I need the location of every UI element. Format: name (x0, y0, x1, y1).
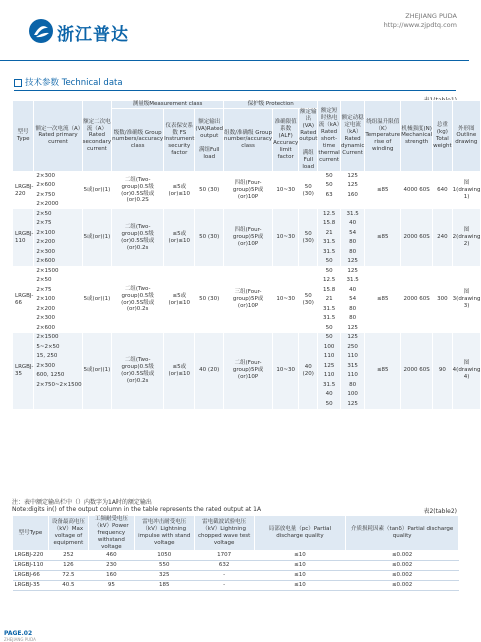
thermal-current-cell: 31.5 (318, 314, 340, 324)
value-cell: 325 (134, 571, 194, 581)
primary-current-cell: 2×100 (34, 228, 82, 238)
t2-header-chopped: 雷电截波试验电压（kV）Lightning chopped wave test voltage (194, 516, 254, 551)
thermal-current-cell: 110 (318, 352, 340, 362)
table-row (13, 561, 459, 571)
temperature-rise-cell: ≤85 (365, 171, 401, 209)
primary-current-cell: 2×300 (34, 247, 82, 257)
alf-cell: 10~30 (273, 266, 299, 333)
model-cell: LRGBJ-66 (13, 571, 49, 581)
dynamic-current-cell: 315 (340, 361, 365, 371)
primary-current-cell: 2×600 (34, 181, 82, 191)
model-cell: LRGBJ-220 (13, 551, 49, 561)
section-title (14, 76, 123, 88)
section-divider (14, 90, 456, 91)
security-factor-cell: ≤5或(or)≤10 (164, 171, 195, 209)
page-number: PAGE.02 (4, 630, 33, 637)
dynamic-current-cell: 80 (340, 238, 365, 248)
company-logo-icon (28, 18, 54, 44)
protection-accuracy-cell: 三组(Four-group)5P或(or)10P (223, 266, 272, 333)
thermal-current-cell: 125 (318, 361, 340, 371)
thermal-current-cell: 12.5 (318, 209, 340, 219)
primary-current-cell: 15, 250 (34, 352, 82, 362)
primary-current-cell: 2×300 (34, 361, 82, 371)
dynamic-current-cell: 125 (340, 333, 365, 343)
table-row (13, 581, 459, 591)
protection-accuracy-cell: 四组(Four-group)5P或(or)10P (223, 209, 272, 266)
primary-current-cell: 2×200 (34, 238, 82, 248)
dynamic-current-cell: 31.5 (340, 276, 365, 286)
thermal-current-cell: 50 (318, 266, 340, 276)
primary-current-cell: 2×1500 (34, 266, 82, 276)
value-cell: 460 (88, 551, 134, 561)
dynamic-current-cell: 160 (340, 190, 365, 200)
section-title-text: 技术参数 Technical data (25, 78, 123, 88)
temperature-rise-cell: ≤85 (365, 266, 401, 333)
mechanical-strength-cell: 2000 60S (401, 209, 433, 266)
dynamic-current-cell: 110 (340, 352, 365, 362)
header-mechanical-strength: 机械强度(N) Mechanical strength (401, 101, 433, 172)
header-alf: 准确限值系数(ALF) Accuracy limit factor (273, 108, 299, 171)
secondary-current-cell: 5或(or)(1) (82, 171, 112, 209)
table-row (13, 571, 459, 581)
primary-current-cell: 2×100 (34, 295, 82, 305)
value-cell: ≤0.002 (346, 581, 459, 591)
dynamic-current-cell: 80 (340, 247, 365, 257)
thermal-current-cell: 21 (318, 295, 340, 305)
table-row (13, 266, 481, 276)
thermal-current-cell: 15.8 (318, 285, 340, 295)
outline-drawing-cell: 图4(drawing 4) (452, 333, 480, 409)
thermal-current-cell: 21 (318, 228, 340, 238)
temperature-rise-cell: ≤85 (365, 209, 401, 266)
website-link[interactable]: http://www.zjpdtq.com (383, 21, 457, 29)
dynamic-current-cell: 40 (340, 219, 365, 229)
primary-current-cell: 2×750~2×1500 (34, 380, 82, 390)
company-name-cn: 浙江普达 (57, 25, 129, 45)
primary-current-cell: 2×300 (34, 171, 82, 181)
outline-drawing-cell: 图2(drawing 2) (452, 209, 480, 266)
dynamic-current-cell: 80 (340, 314, 365, 324)
technical-data-table (12, 100, 481, 409)
thermal-current-cell: 31.5 (318, 247, 340, 257)
protection-output-cell: 50 (30) (299, 266, 318, 333)
dynamic-current-cell: 125 (340, 399, 365, 409)
dynamic-current-cell: 31.5 (340, 209, 365, 219)
secondary-current-cell: 5或(or)(1) (82, 209, 112, 266)
primary-current-cell: 2×200 (34, 304, 82, 314)
dynamic-current-cell: 54 (340, 295, 365, 305)
total-weight-cell: 90 (433, 333, 453, 409)
value-cell: 95 (88, 581, 134, 591)
model-cell: LRGBJ-110 (13, 209, 34, 266)
thermal-current-cell: 31.5 (318, 380, 340, 390)
dynamic-current-cell: 100 (340, 390, 365, 400)
value-cell: ≤0.002 (346, 561, 459, 571)
primary-current-cell: 2×50 (34, 209, 82, 219)
primary-current-cell: 2×1500 (34, 333, 82, 343)
dynamic-current-cell: 125 (340, 257, 365, 267)
outline-drawing-cell: 图1(drawing 1) (452, 171, 480, 209)
dynamic-current-cell: 250 (340, 342, 365, 352)
primary-current-cell: 2×600 (34, 323, 82, 333)
secondary-current-cell: 5或(or)(1) (82, 266, 112, 333)
dynamic-current-cell: 110 (340, 371, 365, 381)
header-outline-drawing: 外形图 Outline drawing (452, 101, 480, 172)
primary-current-cell: 2×750 (34, 190, 82, 200)
mechanical-strength-cell: 4000 60S (401, 171, 433, 209)
insulation-table (12, 515, 459, 591)
total-weight-cell: 640 (433, 171, 453, 209)
thermal-current-cell: 31.5 (318, 304, 340, 314)
header-secondary-current: 额定二次电流（A）Rated secondary current (82, 101, 112, 172)
dynamic-current-cell: 40 (340, 285, 365, 295)
rated-output-cell: 50 (30) (195, 209, 224, 266)
model-cell: LRGBJ-35 (13, 581, 49, 591)
protection-output-cell: 50 (30) (299, 171, 318, 209)
table-row (13, 209, 481, 219)
header-protection-output: 额定输出 (VA) Rated output 满组Full load (299, 108, 318, 170)
dynamic-current-cell: 54 (340, 228, 365, 238)
primary-current-cell: 2×300 (34, 314, 82, 324)
square-icon (14, 79, 22, 87)
thermal-current-cell: 50 (318, 333, 340, 343)
header-divider (0, 60, 469, 61)
outline-drawing-cell: 图3(drawing 3) (452, 266, 480, 333)
t2-header-lightning: 雷电冲击耐受电压（kV）Lightning impulse with stand voltage (134, 516, 194, 551)
security-factor-cell: ≤5或(or)≤10 (164, 266, 195, 333)
dynamic-current-cell: 80 (340, 304, 365, 314)
protection-accuracy-cell: 二组(Four-group)5P或(or)10P (223, 333, 272, 409)
accuracy-class-cell: 二组(Two-group)0.5级(or)0.5S级或(or)0.2s (112, 333, 164, 409)
alf-cell: 10~30 (273, 171, 299, 209)
thermal-current-cell: 31.5 (318, 238, 340, 248)
alf-cell: 10~30 (273, 333, 299, 409)
table-row (13, 551, 459, 561)
protection-accuracy-cell: 四组(Four-group)5P或(or)10P (223, 171, 272, 209)
t2-header-max-voltage: 设备最高电压（kV）Max voltage of equipment (48, 516, 88, 551)
dynamic-current-cell: 125 (340, 266, 365, 276)
security-factor-cell: ≤5或(or)≤10 (164, 333, 195, 409)
company-name-en: ZHEJIANG PUDA (405, 12, 457, 20)
primary-current-cell (34, 390, 82, 400)
value-cell: - (194, 571, 254, 581)
secondary-current-cell: 5或(or)(1) (82, 333, 112, 409)
header-model: 型号Type (13, 101, 34, 172)
value-cell: ≤0.002 (346, 551, 459, 561)
protection-output-cell: 40 (20) (299, 333, 318, 409)
table-row (13, 171, 481, 181)
value-cell: ≤10 (254, 571, 346, 581)
footer-company: ZHEJIANG PUDA (4, 637, 36, 642)
value-cell: 252 (48, 551, 88, 561)
header-rated-output: 额定输出(VA)Rated output 满组Full load (195, 108, 224, 171)
thermal-current-cell: 12.5 (318, 276, 340, 286)
rated-output-cell: 50 (30) (195, 171, 224, 209)
note-en: Note:digits in() of the output column in the table represents the rated output at 1A (12, 506, 262, 513)
thermal-current-cell: 15.8 (318, 219, 340, 229)
value-cell: ≤0.002 (346, 571, 459, 581)
temperature-rise-cell: ≤85 (365, 333, 401, 409)
primary-current-cell: 2×50 (34, 276, 82, 286)
header-temperature-rise: 绕组温升限值（K）Temperature rise of winding (365, 101, 401, 172)
note-cn: 注：表中额定输出栏中（）内数字为1A时的额定输出 (12, 499, 152, 506)
value-cell: 632 (194, 561, 254, 571)
thermal-current-cell: 40 (318, 390, 340, 400)
thermal-current-cell: 50 (318, 257, 340, 267)
value-cell: 72.5 (48, 571, 88, 581)
value-cell: ≤10 (254, 551, 346, 561)
primary-current-cell: 2×75 (34, 219, 82, 229)
model-cell: LRGBJ-110 (13, 561, 49, 571)
thermal-current-cell (318, 200, 340, 210)
protection-output-cell: 50 (30) (299, 209, 318, 266)
rated-output-cell: 50 (30) (195, 266, 224, 333)
value-cell: 230 (88, 561, 134, 571)
thermal-current-cell: 50 (318, 181, 340, 191)
accuracy-class-cell: 二组(Two-group)0.5级(or)0.5S级或(or)0.2s (112, 209, 164, 266)
value-cell: 185 (134, 581, 194, 591)
accuracy-class-cell: 二组(Two-group)0.5级(or)0.5S级或(or)0.2s (112, 266, 164, 333)
value-cell: 126 (48, 561, 88, 571)
header-primary-current: 额定一次电流（A）Rated primary current (34, 101, 82, 172)
header-protection-accuracy: 组数/准确级 Group number/accuracy class (223, 108, 272, 171)
header-protection: 保护级 Protection (223, 101, 317, 109)
value-cell: 1050 (134, 551, 194, 561)
table2-label: 表2(table2) (423, 508, 457, 515)
primary-current-cell: 600, 1250 (34, 371, 82, 381)
thermal-current-cell: 50 (318, 323, 340, 333)
t2-header-model: 型号Type (13, 516, 49, 551)
thermal-current-cell: 110 (318, 371, 340, 381)
rated-output-cell: 40 (20) (195, 333, 224, 409)
alf-cell: 10~30 (273, 209, 299, 266)
primary-current-cell: 2×75 (34, 285, 82, 295)
model-cell: LRGBJ-35 (13, 333, 34, 409)
header-dynamic-current: 额定动稳定电流（kA）Rated dynamic Current (340, 101, 365, 172)
value-cell: - (194, 581, 254, 591)
page-header (0, 0, 469, 62)
t2-header-partial-discharge: 局部放电量（pc）Partial discharge quality (254, 516, 346, 551)
value-cell: ≤10 (254, 561, 346, 571)
value-cell: ≤10 (254, 581, 346, 591)
primary-current-cell: 5~2×50 (34, 342, 82, 352)
model-cell: LRGBJ-66 (13, 266, 34, 333)
t2-header-dielectric-loss: 介质损耗因素（tanδ）Partial discharge quality (346, 516, 459, 551)
primary-current-cell (34, 399, 82, 409)
header-thermal-current: 额定短时热电流（kA）Rated short-time thermal current (318, 101, 340, 172)
primary-current-cell: 2×600 (34, 257, 82, 267)
primary-current-cell: 2×2000 (34, 200, 82, 210)
table-row (13, 333, 481, 343)
dynamic-current-cell (340, 200, 365, 210)
value-cell: 40.5 (48, 581, 88, 591)
total-weight-cell: 240 (433, 209, 453, 266)
header-security-factor: 仪表保安系数 FS Instrument security factor (164, 108, 195, 171)
mechanical-strength-cell: 2000 60S (401, 333, 433, 409)
header-measurement: 测量级Measurement class (112, 101, 224, 109)
header-total-weight: 总重(kg) Total weight (433, 101, 453, 172)
thermal-current-cell: 50 (318, 399, 340, 409)
dynamic-current-cell: 125 (340, 181, 365, 191)
security-factor-cell: ≤5或(or)≤10 (164, 209, 195, 266)
mechanical-strength-cell: 2000 60S (401, 266, 433, 333)
model-cell: LRGBJ-220 (13, 171, 34, 209)
total-weight-cell: 300 (433, 266, 453, 333)
thermal-current-cell: 100 (318, 342, 340, 352)
t2-header-power-freq: 工频耐受电压（kV）Power frequency withstand voltage (88, 516, 134, 551)
header-accuracy-class: 级数/准确级 Group numbers/accuracy class (112, 108, 164, 171)
dynamic-current-cell: 125 (340, 171, 365, 181)
thermal-current-cell: 50 (318, 171, 340, 181)
value-cell: 1707 (194, 551, 254, 561)
dynamic-current-cell: 80 (340, 380, 365, 390)
thermal-current-cell: 63 (318, 190, 340, 200)
accuracy-class-cell: 二组(Two-group)0.5级(or)0.5S级或(or)0.2S (112, 171, 164, 209)
dynamic-current-cell: 125 (340, 323, 365, 333)
value-cell: 160 (88, 571, 134, 581)
value-cell: 550 (134, 561, 194, 571)
